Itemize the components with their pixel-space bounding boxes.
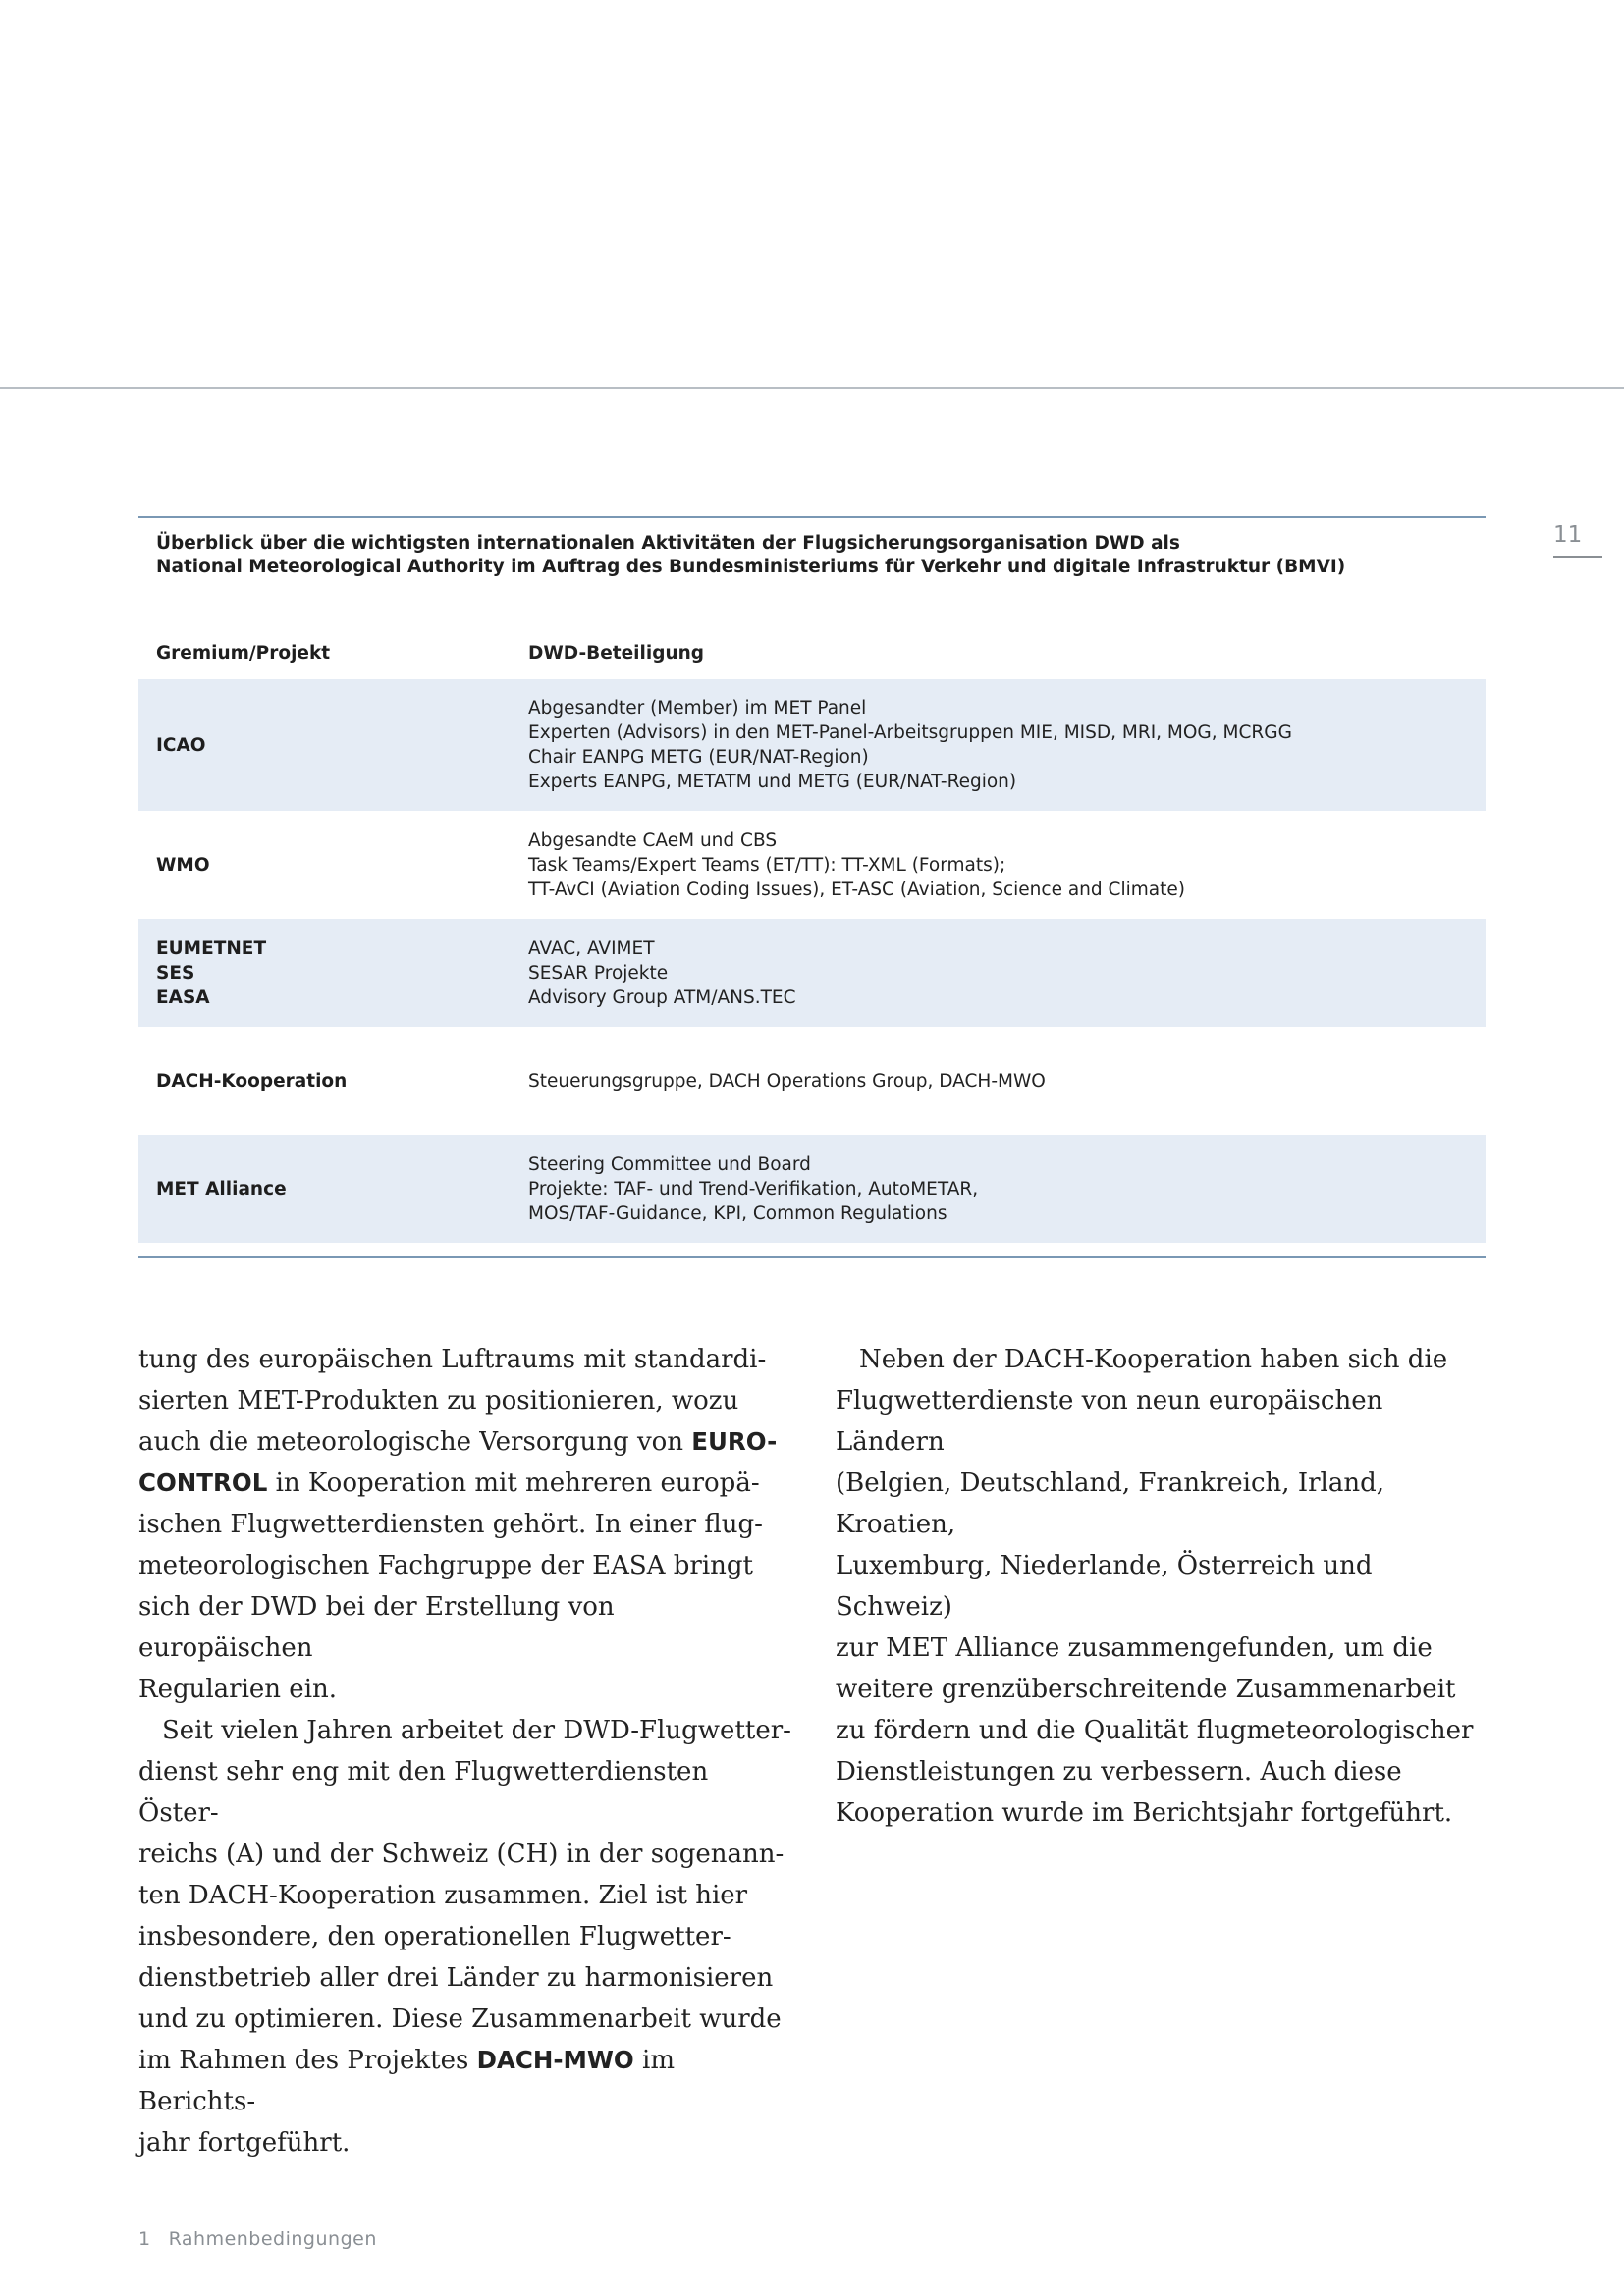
table-row-eumetnet	[138, 919, 1486, 1027]
table-row-wmo	[138, 811, 1486, 919]
text-line: Neben der DACH-Kooperation haben sich die	[859, 1345, 1448, 1374]
text-line: reichs (A) und der Schweiz (CH) in der sogenann-	[138, 1840, 785, 1869]
row-name-line: ICAO	[156, 734, 206, 756]
row-item: Abgesandter (Member) im MET Panel	[528, 698, 867, 719]
row-name-line: DACH-Kooperation	[156, 1070, 348, 1092]
row-name	[138, 1177, 528, 1201]
row-name-line: WMO	[156, 854, 210, 876]
table-row-icao	[138, 679, 1486, 811]
paragraph	[138, 1710, 796, 2163]
row-item: Projekte: TAF- und Trend-Verifikation, AutoMETAR,	[528, 1178, 979, 1200]
text-line: in Kooperation mit mehreren europä-	[267, 1468, 760, 1498]
page-footer	[138, 2228, 377, 2250]
text-line: ten DACH-Kooperation zusammen. Ziel ist hier	[138, 1881, 748, 1910]
text-line: Regularien ein.	[138, 1675, 338, 1704]
text-line: dienst sehr eng mit den Flugwetterdiensten Öster-	[138, 1757, 709, 1828]
row-items	[528, 1069, 1486, 1094]
body-column-left	[138, 1339, 796, 2163]
text-line: sich der DWD bei der Erstellung von europäischen	[138, 1592, 615, 1663]
row-items	[528, 936, 1486, 1010]
text-line: tung des europäischen Luftraums mit standardi-	[138, 1345, 767, 1374]
row-item: Experts EANPG, METATM und METG (EUR/NAT-Region)	[528, 772, 1017, 792]
bold-term: DACH-MWO	[476, 2046, 634, 2074]
row-name	[138, 936, 528, 1010]
page-number-underline	[1553, 556, 1602, 558]
row-items	[528, 828, 1486, 902]
paragraph	[138, 1339, 796, 1710]
row-name	[138, 853, 528, 878]
table-caption	[138, 518, 1486, 603]
text-line: sierten MET-Produkten zu positionieren, wozu	[138, 1386, 739, 1415]
row-name-line: EASA	[156, 987, 210, 1008]
text-line: Luxemburg, Niederlande, Österreich und Schweiz)	[836, 1551, 1373, 1622]
header-beteiligung: DWD-Beteiligung	[528, 643, 705, 664]
table-row-met-alliance	[138, 1135, 1486, 1243]
text-line: auch die meteorologische Versorgung von	[138, 1427, 692, 1457]
table-row-dach	[138, 1027, 1486, 1135]
row-items	[528, 696, 1486, 794]
text-line: Seit vielen Jahren arbeitet der DWD-Flugwetter-	[162, 1716, 791, 1745]
row-item: Task Teams/Expert Teams (ET/TT): TT-XML (Formats);	[528, 854, 1006, 876]
text-line: zur MET Alliance zusammengefunden, um die	[836, 1633, 1433, 1663]
row-name-line: SES	[156, 962, 195, 984]
row-item: Experten (Advisors) in den MET-Panel-Arbeitsgruppen MIE, MISD, MRI, MOG, MCRGG	[528, 722, 1292, 743]
text-line: Flugwetterdienste von neun europäischen Ländern	[836, 1386, 1383, 1457]
chapter-number: 1	[138, 2228, 151, 2250]
activities-table	[138, 516, 1486, 1258]
text-line: im Berichts-	[138, 2046, 675, 2116]
text-line: dienstbetrieb aller drei Länder zu harmonisieren	[138, 1963, 774, 1993]
bold-term: EURO-	[691, 1427, 778, 1456]
body-column-right	[836, 1339, 1493, 1834]
page-number: 11	[1553, 522, 1583, 548]
row-item: Steering Committee und Board	[528, 1153, 811, 1175]
header-gremium: Gremium/Projekt	[156, 643, 331, 664]
row-item: Steuerungsgruppe, DACH Operations Group, DACH-MWO	[528, 1070, 1046, 1092]
caption-line-2: National Meteorological Authority im Auftrag des Bundesministeriums für Verkehr und digitale Infrastruktur (BMVI)	[156, 557, 1346, 577]
text-line: (Belgien, Deutschland, Frankreich, Irland, Kroatien,	[836, 1468, 1384, 1539]
row-item: Advisory Group ATM/ANS.TEC	[528, 987, 796, 1008]
text-line: meteorologischen Fachgruppe der EASA bringt	[138, 1551, 753, 1580]
bold-term: CONTROL	[138, 1468, 268, 1497]
row-item: SESAR Projekte	[528, 962, 669, 984]
text-line: im Rahmen des Projektes	[138, 2046, 477, 2075]
table-bottom-rule	[138, 1256, 1486, 1258]
text-line: zu fördern und die Qualität flugmeteorologischer	[836, 1716, 1474, 1745]
text-line: und zu optimieren. Diese Zusammenarbeit wurde	[138, 2004, 782, 2034]
text-line: ischen Flugwetterdiensten gehört. In einer flug-	[138, 1510, 763, 1539]
text-line: weitere grenzüberschreitende Zusammenarbeit	[836, 1675, 1456, 1704]
row-item: TT-AvCI (Aviation Coding Issues), ET-ASC (Aviation, Science and Climate)	[528, 879, 1185, 900]
row-item: AVAC, AVIMET	[528, 937, 655, 959]
chapter-title: Rahmenbedingungen	[168, 2228, 377, 2250]
text-line: Dienstleistungen zu verbessern. Auch diese	[836, 1757, 1402, 1787]
row-item: Abgesandte CAeM und CBS	[528, 829, 778, 851]
paragraph	[836, 1339, 1493, 1834]
text-line: jahr fortgeführt.	[138, 2128, 351, 2158]
row-name-line: EUMETNET	[156, 937, 267, 959]
row-name	[138, 733, 528, 758]
row-name-line: MET Alliance	[156, 1178, 287, 1200]
top-divider	[0, 387, 1624, 389]
row-name	[138, 1069, 528, 1094]
caption-line-1: Überblick über die wichtigsten internationalen Aktivitäten der Flugsicherungsorganisation DWD als	[156, 533, 1180, 554]
row-items	[528, 1152, 1486, 1226]
text-line: Kooperation wurde im Berichtsjahr fortgeführt.	[836, 1798, 1453, 1828]
row-item: Chair EANPG METG (EUR/NAT-Region)	[528, 747, 869, 768]
row-item: MOS/TAF-Guidance, KPI, Common Regulations	[528, 1202, 947, 1224]
text-line: insbesondere, den operationellen Flugwetter-	[138, 1922, 731, 1951]
table-header-row	[138, 603, 1486, 679]
